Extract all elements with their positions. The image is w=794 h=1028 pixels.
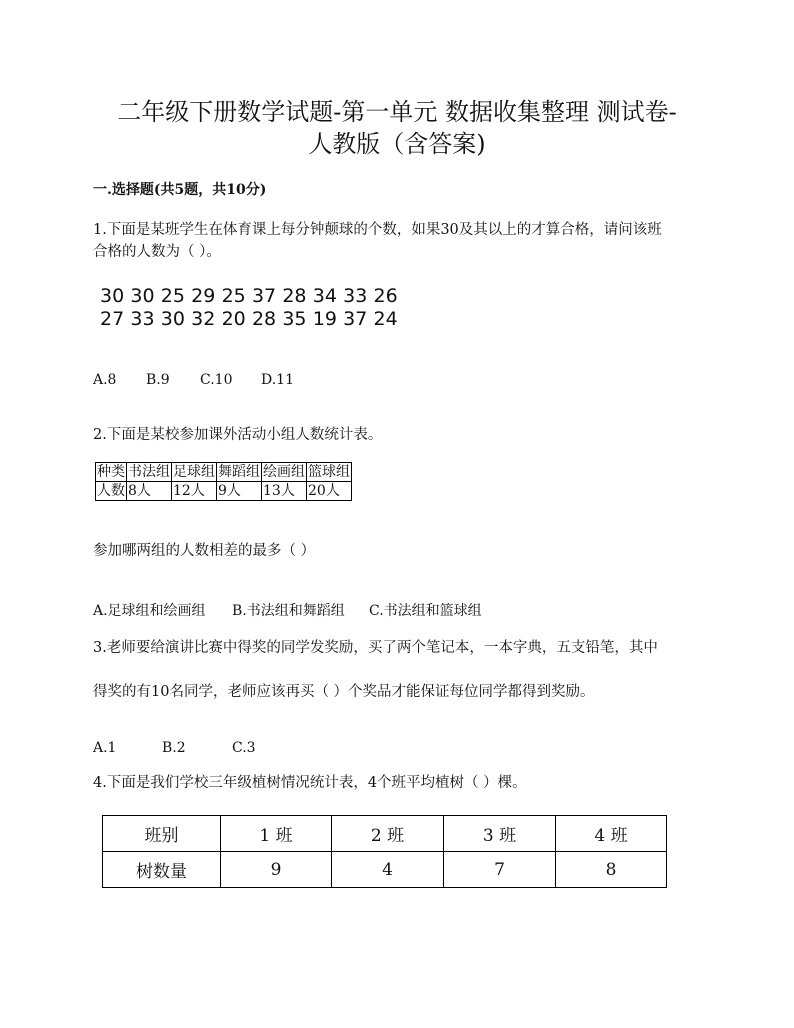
- number: 30: [100, 285, 125, 307]
- q1-text-line1: 1.下面是某班学生在体育课上每分钟颠球的个数，如果30及其以上的才算合格，请问该班: [93, 222, 662, 238]
- table-cell: 9: [221, 852, 332, 888]
- q1-option-b[interactable]: B.9: [146, 372, 170, 388]
- number: 26: [373, 285, 398, 307]
- table-cell: 13人: [262, 482, 307, 501]
- table-header-cell: 绘画组: [263, 464, 305, 480]
- table-header-cell: 足球组: [173, 464, 215, 480]
- q3-option-c[interactable]: C.3: [232, 740, 256, 756]
- table-cell: 8人: [127, 482, 172, 501]
- table-cell: 树数量: [103, 852, 221, 888]
- number: 30: [130, 285, 155, 307]
- number: 34: [312, 285, 337, 307]
- q4-text: 4.下面是我们学校三年级植树情况统计表，4个班平均植树（ ）棵。: [93, 775, 527, 791]
- number: 25: [221, 285, 246, 307]
- number: 29: [191, 285, 216, 307]
- table-cell: 8: [556, 852, 667, 888]
- document-title-line2: 人教版（含答案): [308, 130, 486, 158]
- q1-numbers-row2: [100, 308, 404, 330]
- q2-text: 2.下面是某校参加课外活动小组人数统计表。: [93, 427, 383, 443]
- table-header-cell: 1 班: [221, 816, 332, 852]
- number: 37: [251, 285, 277, 307]
- number: 24: [373, 308, 398, 330]
- q1-options: [93, 372, 294, 388]
- table-header-cell: 种类: [97, 464, 125, 480]
- number: 28: [282, 285, 307, 307]
- number: 20: [221, 308, 246, 330]
- table-cell: 12人: [172, 482, 217, 501]
- number: 33: [343, 285, 368, 307]
- number: 25: [160, 285, 185, 307]
- q1-option-a[interactable]: A.8: [93, 372, 117, 388]
- table-cell: 4: [332, 852, 444, 888]
- table-cell: 20人: [307, 482, 352, 501]
- section-heading: 一.选择题(共5题，共10分): [93, 182, 267, 198]
- q3-option-a[interactable]: A.1: [93, 740, 117, 756]
- table-header-cell: 班别: [103, 816, 221, 852]
- table-row: [96, 482, 352, 501]
- q4-tree-table: [102, 815, 667, 888]
- table-cell: 9人: [217, 482, 262, 501]
- q3-options: [93, 740, 256, 756]
- number: 27: [100, 308, 125, 330]
- document-title-line1: 二年级下册数学试题-第一单元 数据收集整理 测试卷-: [117, 98, 677, 126]
- number: 32: [191, 308, 216, 330]
- q1-text-line2: 合格的人数为（ ）。: [93, 244, 221, 260]
- table-header-cell: 4 班: [556, 816, 667, 852]
- table-header-cell: 舞蹈组: [218, 464, 260, 480]
- q1-numbers-row1: [100, 285, 404, 307]
- q2-question: 参加哪两组的人数相差的最多（ ）: [93, 543, 316, 559]
- table-cell: 7: [444, 852, 556, 888]
- number: 37: [343, 308, 368, 330]
- table-row: [103, 852, 667, 888]
- table-header-cell: 2 班: [332, 816, 444, 852]
- number: 28: [251, 308, 277, 330]
- table-row: [96, 463, 352, 482]
- table-header-cell: 3 班: [444, 816, 556, 852]
- table-header-cell: 书法组: [128, 464, 170, 480]
- number: 33: [130, 308, 155, 330]
- number: 30: [160, 308, 185, 330]
- number: 19: [312, 308, 337, 330]
- q1-option-d[interactable]: D.11: [261, 372, 294, 388]
- q2-option-a[interactable]: A.足球组和绘画组: [93, 603, 206, 619]
- q3-text-line1: 3.老师要给演讲比赛中得奖的同学发奖励，买了两个笔记本，一本字典，五支铅笔，其中: [93, 640, 658, 656]
- table-row: [103, 816, 667, 852]
- q2-option-b[interactable]: B.书法组和舞蹈组: [232, 603, 345, 619]
- table-header-cell: 篮球组: [308, 464, 350, 480]
- table-cell: 人数: [97, 483, 125, 499]
- q3-option-b[interactable]: B.2: [162, 740, 186, 756]
- number: 35: [282, 308, 307, 330]
- q2-options: [93, 600, 482, 620]
- q2-activity-table: [95, 462, 352, 501]
- q2-option-c[interactable]: C.书法组和篮球组: [369, 603, 482, 619]
- q1-option-c[interactable]: C.10: [200, 372, 233, 388]
- q3-text-line2: 得奖的有10名同学，老师应该再买（ ）个奖品才能保证每位同学都得到奖励。: [93, 684, 595, 700]
